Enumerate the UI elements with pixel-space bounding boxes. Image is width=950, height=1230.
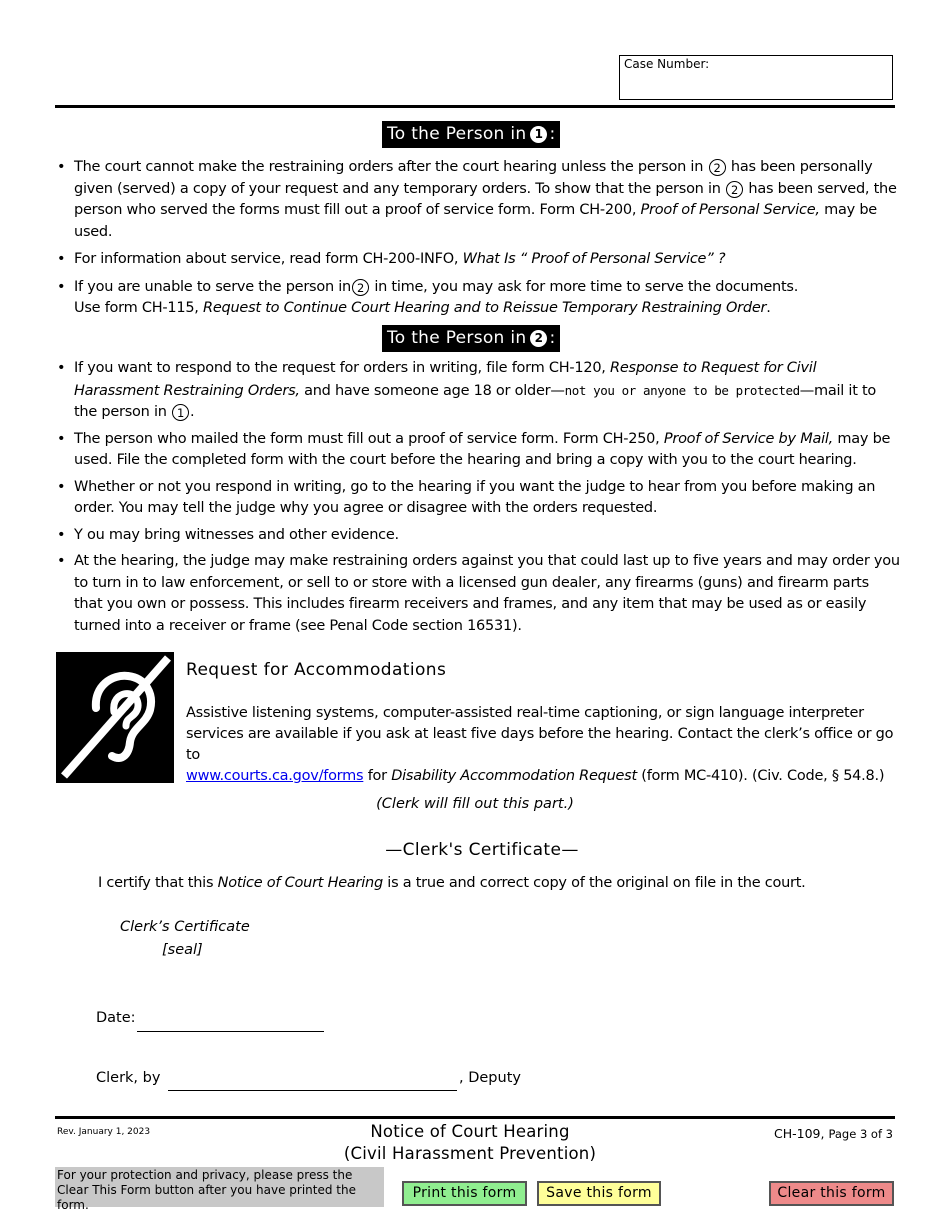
item-number-circle: 1 — [172, 404, 189, 421]
date-field[interactable] — [137, 1031, 324, 1032]
section-1-heading: To the Person in 1 : — [382, 121, 560, 148]
item-number-badge: 1 — [530, 126, 547, 143]
list-item: • If you want to respond to the request for orders in writing, file form CH-120, Response to Request for Civil Harassment Restraining Orders, and have someone age 18 or older—not you or anyone to be protected—mail it to the person in 1 . — [55, 358, 900, 424]
case-number-label: Case Number: — [624, 57, 710, 71]
list-item: • If you are unable to serve the person in 2 in time, you may ask for more time to serve the documents. Use form CH-115, Request to Continue Court Hearing and to Reissue Temporary Restraining Order. — [55, 277, 900, 320]
footer-rule — [55, 1116, 895, 1119]
page-number: Page 3 of 3 — [828, 1127, 893, 1141]
list-item: • Whether or not you respond in writing, go to the hearing if you want the judge to hear from you before making an order. You may tell the judge why you agree or disagree with the orders requested. — [55, 477, 900, 520]
certification-text: I certify that this Notice of Court Hearing is a true and correct copy of the original on file in the court. — [98, 875, 806, 891]
case-number-box[interactable] — [619, 55, 893, 100]
item-number-circle: 2 — [709, 159, 726, 176]
privacy-note: For your protection and privacy, please press the Clear This Form button after you have printed the form. — [55, 1167, 384, 1207]
revision-date: Rev. January 1, 2023 — [57, 1127, 151, 1137]
seal-label: Clerk’s Certificate — [120, 919, 250, 935]
clerk-signature-field[interactable] — [168, 1090, 457, 1091]
courts-forms-link[interactable]: www.courts.ca.gov/forms — [186, 768, 364, 784]
hearing-assistance-icon — [56, 652, 174, 783]
section-1-list — [55, 157, 900, 320]
list-item: • For information about service, read form CH-200-INFO, What Is “ Proof of Personal Service” ? — [55, 249, 900, 271]
list-item: • At the hearing, the judge may make restraining orders against you that could last up to five years and may order you to turn in to law enforcement, or sell to or store with a licensed gun dealer, any firearms (guns) and firearm parts that you own or possess. This includes firearm receivers and frames, and any item that may be used as or easily turned into a receiver or frame (see Penal Code section 16531). — [55, 551, 900, 637]
section-2-heading: To the Person in 2 : — [382, 325, 560, 352]
section-2-list — [55, 358, 900, 637]
form-title: Notice of Court Hearing (Civil Harassment Prevention) — [343, 1122, 597, 1163]
list-item: • Y ou may bring witnesses and other evidence. — [55, 525, 900, 547]
item-number-badge: 2 — [530, 330, 547, 347]
list-item: • The court cannot make the restraining orders after the court hearing unless the person in 2 has been personally given (served) a copy of your request and any temporary orders. To show that the person in 2 has been served, the person who served the forms must fill out a proof of service form. Form CH-200, Proof of Personal Service, may be used. — [55, 157, 900, 243]
list-item: • The person who mailed the form must fill out a proof of service form. Form CH-250, Proof of Service by Mail, may be used. File the completed form with the court before the hearing and bring a copy with you to the court hearing. — [55, 429, 900, 472]
accommodations-title: Request for Accommodations — [186, 660, 447, 680]
clear-button[interactable]: Clear this form — [769, 1181, 894, 1206]
date-label: Date: — [96, 1010, 136, 1026]
clerk-by-label: Clerk, by — [96, 1070, 161, 1086]
seal-placeholder: [seal] — [162, 942, 203, 958]
item-number-circle: 2 — [352, 279, 369, 296]
print-button[interactable]: Print this form — [402, 1181, 527, 1206]
save-button[interactable]: Save this form — [537, 1181, 661, 1206]
header-rule — [55, 105, 895, 108]
clerk-note: (Clerk will fill out this part.) — [376, 796, 574, 812]
form-code: CH-109, Page 3 of 3 — [774, 1126, 893, 1141]
deputy-label: , Deputy — [459, 1070, 521, 1086]
clerk-certificate-heading: —Clerk's Certificate— — [385, 840, 579, 860]
item-number-circle: 2 — [726, 181, 743, 198]
accommodations-text: Assistive listening systems, computer-assisted real-time captioning, or sign language interpreter services are available if you ask at least five days before the hearing. Contact the clerk’s office or go to www.courts.ca.gov/forms for Disability Accommodation Request (form MC-410). (Civ. Code, § 54.8.) — [186, 705, 894, 784]
